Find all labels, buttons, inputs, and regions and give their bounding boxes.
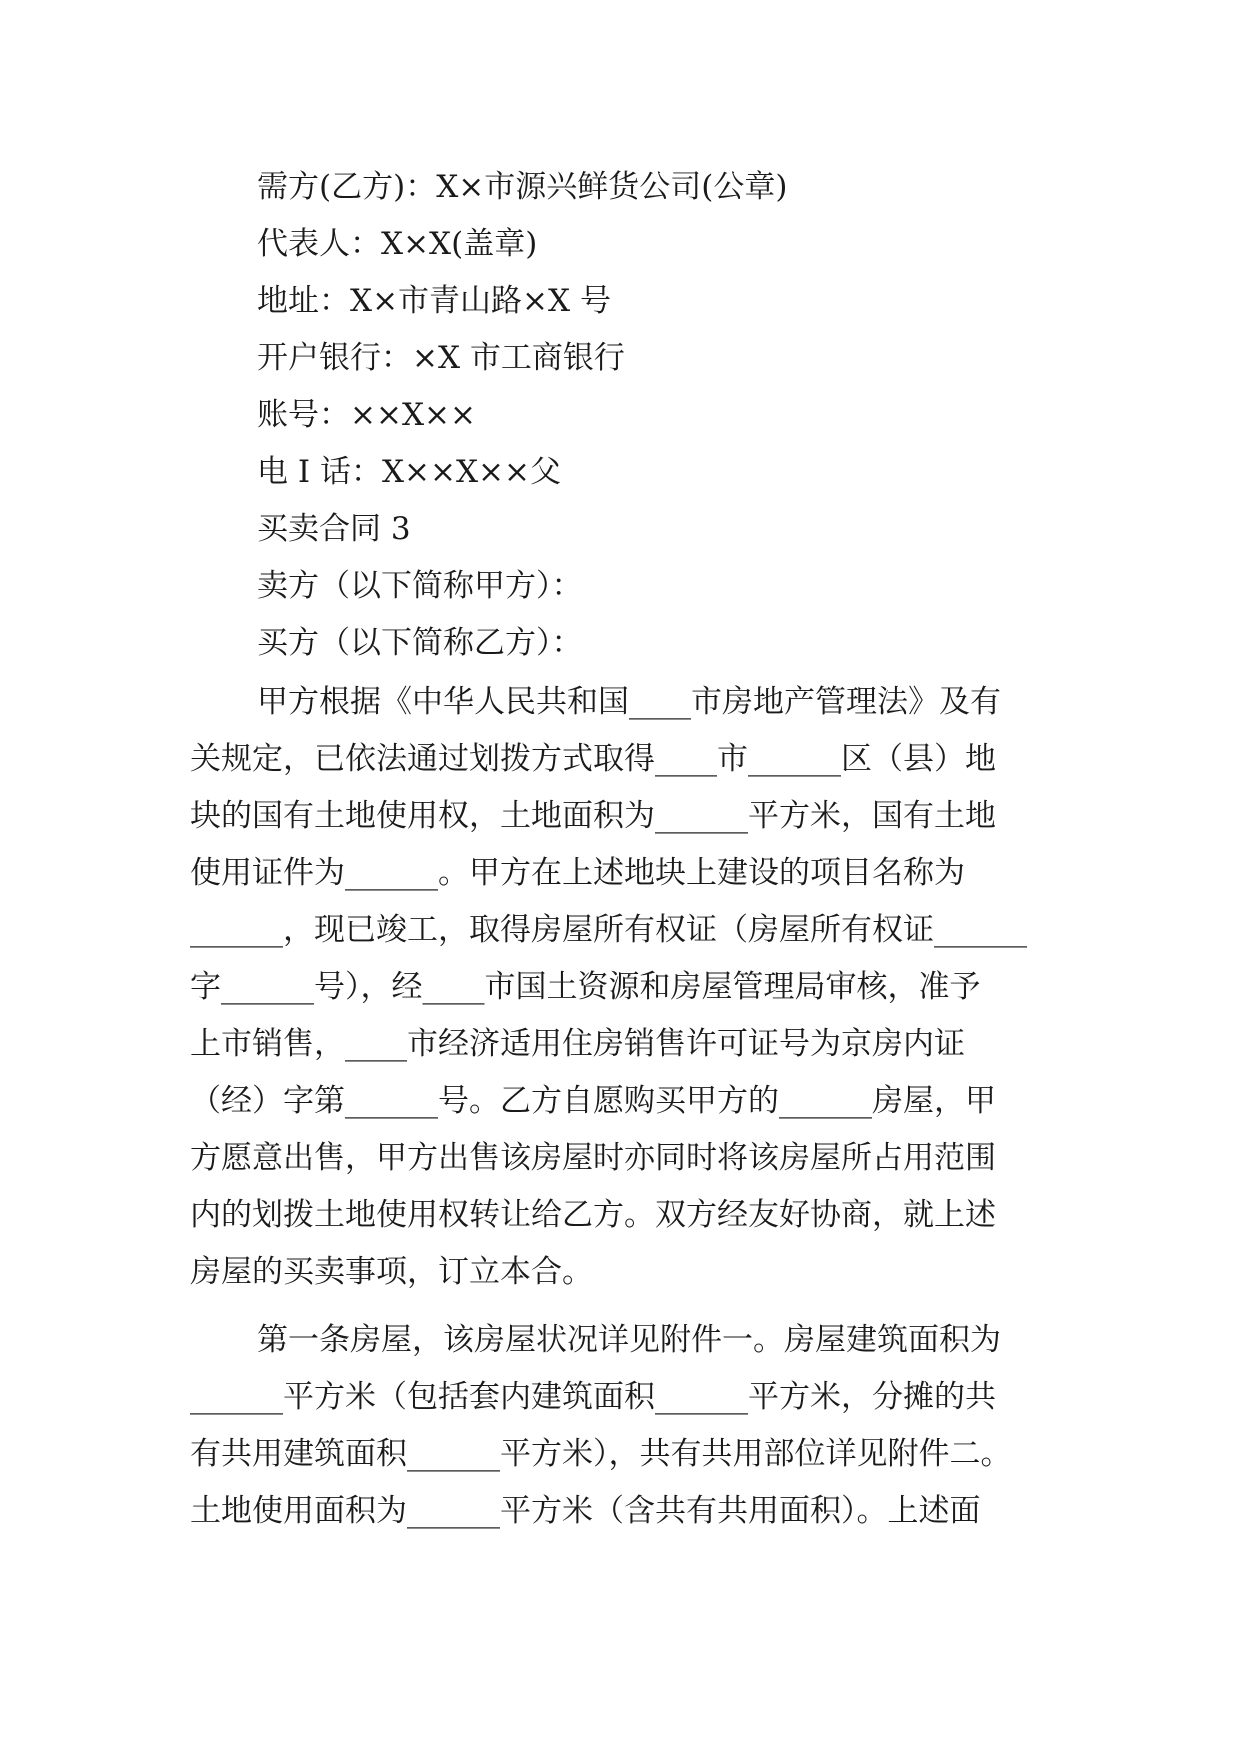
article1-line: ______平方米（包括套内建筑面积______平方米，分摊的共 bbox=[190, 1379, 996, 1415]
account-line: 账号：××X×× bbox=[257, 397, 476, 433]
buyer-line: 买方（以下简称乙方）： bbox=[257, 625, 583, 661]
contract-heading: 买卖合同 3 bbox=[257, 511, 411, 547]
preamble-line: 使用证件为______。甲方在上述地块上建设的项目名称为 bbox=[190, 855, 965, 891]
phone-line: 电 I 话：X××X××父 bbox=[257, 454, 561, 490]
preamble-line: 房屋的买卖事项，订立本合。 bbox=[190, 1254, 593, 1290]
seller-line: 卖方（以下简称甲方）： bbox=[257, 568, 583, 604]
preamble-line: （经）字第______号。乙方自愿购买甲方的______房屋，甲 bbox=[190, 1083, 996, 1119]
preamble-line: 关规定，已依法通过划拨方式取得____市______区（县）地 bbox=[190, 741, 996, 777]
representative-line: 代表人：X×X(盖章) bbox=[257, 226, 538, 262]
address-line: 地址：X×市青山路×X 号 bbox=[257, 283, 611, 319]
preamble-line: 内的划拨土地使用权转让给乙方。双方经友好协商，就上述 bbox=[190, 1197, 996, 1233]
article1-line: 有共用建筑面积______平方米），共有共用部位详见附件二。 bbox=[190, 1436, 1012, 1472]
article1-line: 第一条房屋，该房屋状况详见附件一。房屋建筑面积为 bbox=[257, 1322, 1001, 1358]
preamble-line: 上市销售，____市经济适用住房销售许可证号为京房内证 bbox=[190, 1026, 965, 1062]
preamble-line: 甲方根据《中华人民共和国____市房地产管理法》及有 bbox=[257, 684, 1001, 720]
article1-line: 土地使用面积为______平方米（含共有共用面积）。上述面 bbox=[190, 1493, 981, 1529]
preamble-line: ______，现已竣工，取得房屋所有权证（房屋所有权证______ bbox=[190, 912, 1027, 948]
preamble-line: 方愿意出售，甲方出售该房屋时亦同时将该房屋所占用范围 bbox=[190, 1140, 996, 1176]
preamble-line: 字______号），经____市国土资源和房屋管理局审核，准予 bbox=[190, 969, 981, 1005]
bank-line: 开户银行：×X 市工商银行 bbox=[257, 340, 625, 376]
preamble-line: 块的国有土地使用权，土地面积为______平方米，国有土地 bbox=[190, 798, 996, 834]
buyer-party-line: 需方(乙方)：X×市源兴鲜货公司(公章) bbox=[257, 169, 788, 205]
